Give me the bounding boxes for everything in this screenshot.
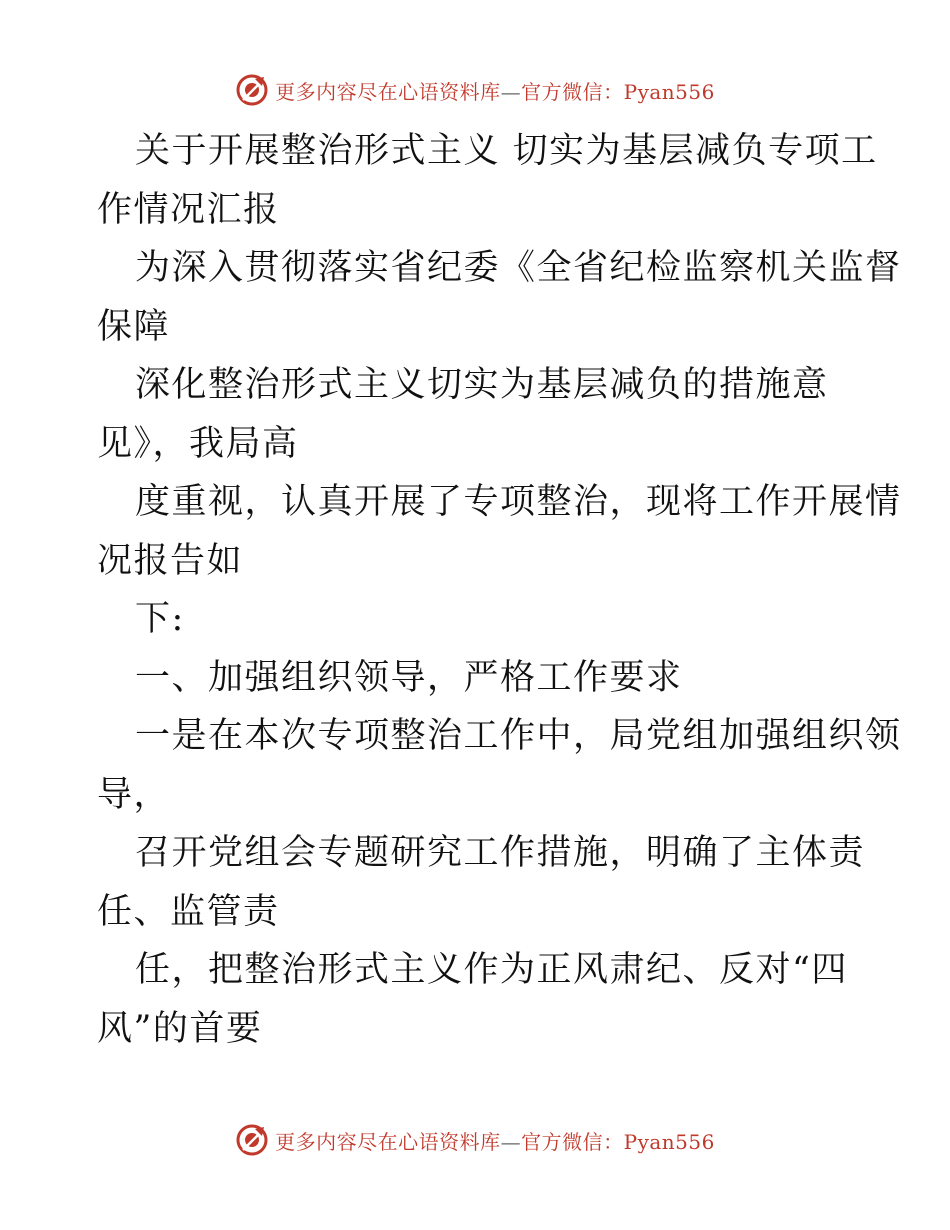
doc-line: 关于开展整治形式主义 切实为基层减负专项工	[135, 131, 878, 171]
doc-line: 作情况汇报	[97, 189, 280, 230]
document-body	[97, 122, 902, 1058]
doc-line: 为深入贯彻落实省纪委《全省纪检监察机关监督	[135, 248, 902, 288]
banner-text	[275, 1126, 715, 1155]
banner-slogan: 更多内容尽在心语资料库	[275, 1129, 501, 1154]
doc-line: 导，	[97, 774, 171, 815]
doc-line: 风”的首要	[97, 1008, 263, 1049]
doc-line: 召开党组会专题研究工作措施，明确了主体责	[135, 833, 866, 873]
doc-line: 任，把整治形式主义作为正风肃纪、反对“四	[135, 950, 848, 990]
banner-separator: —	[500, 1129, 522, 1154]
doc-line: 一是在本次专项整治工作中，局党组加强组织领	[135, 716, 902, 756]
doc-line: 深化整治形式主义切实为基层减负的措施意	[135, 365, 829, 405]
footer-banner	[0, 1120, 950, 1160]
doc-line: 度重视，认真开展了专项整治，现将工作开展情	[135, 482, 902, 522]
header-banner	[0, 70, 950, 110]
doc-line: 保障	[97, 306, 171, 347]
banner-slogan: 更多内容尽在心语资料库	[275, 79, 501, 104]
banner-separator: —	[500, 79, 522, 104]
section-heading: 一、加强组织领导，严格工作要求	[135, 657, 683, 698]
doc-line: 下:	[135, 599, 185, 639]
red-circle-logo-icon	[235, 1123, 269, 1157]
banner-wechat: 官方微信：Pyan556	[521, 79, 715, 104]
doc-line: 见》，我局高	[97, 423, 299, 464]
red-circle-logo-icon	[235, 73, 269, 107]
banner-wechat: 官方微信：Pyan556	[521, 1129, 715, 1154]
doc-line: 任、监管责	[97, 891, 280, 932]
banner-text	[275, 76, 715, 105]
doc-line: 况报告如	[97, 540, 244, 581]
